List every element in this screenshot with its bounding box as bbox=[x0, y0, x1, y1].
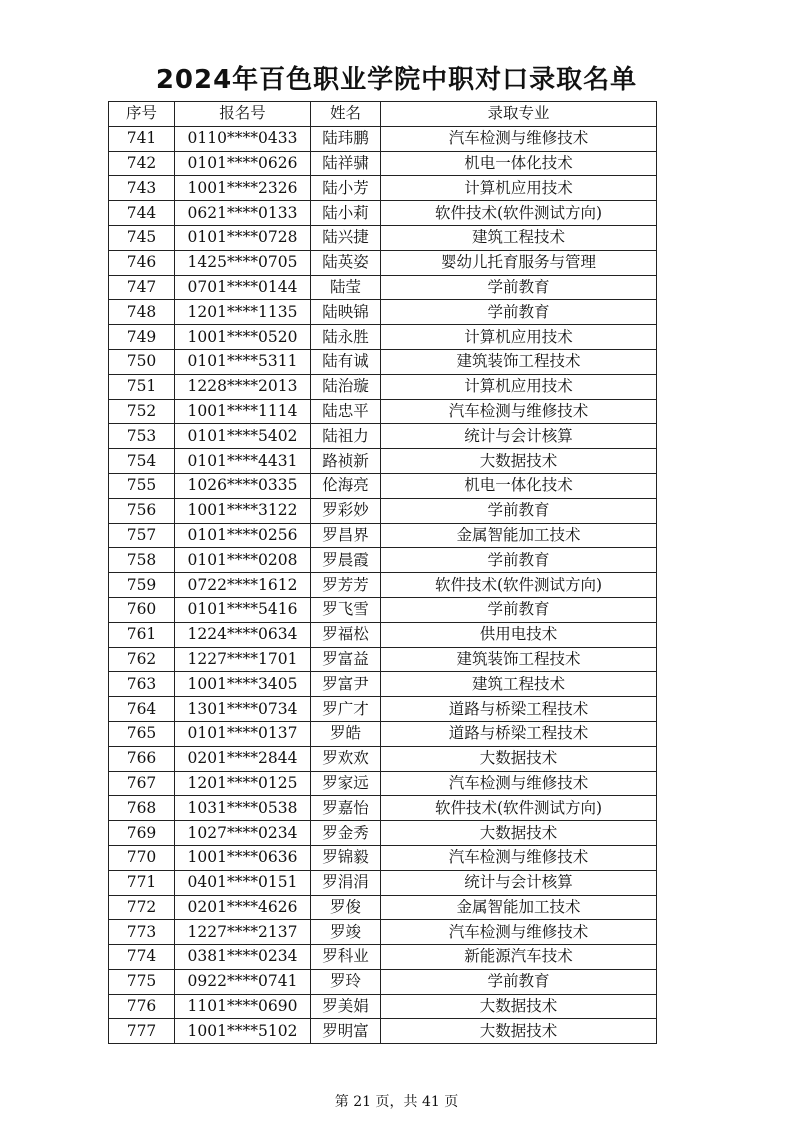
table-row bbox=[109, 176, 657, 201]
cell-name: 陆英姿 bbox=[311, 250, 381, 275]
table-row bbox=[109, 672, 657, 697]
table-row bbox=[109, 548, 657, 573]
cell-seq: 772 bbox=[109, 895, 175, 920]
cell-name: 罗欢欢 bbox=[311, 746, 381, 771]
cell-reg-number: 1201****0125 bbox=[175, 771, 311, 796]
table-row bbox=[109, 746, 657, 771]
cell-name: 陆小莉 bbox=[311, 201, 381, 226]
cell-reg-number: 1425****0705 bbox=[175, 250, 311, 275]
cell-name: 罗彩妙 bbox=[311, 498, 381, 523]
cell-reg-number: 0101****5416 bbox=[175, 597, 311, 622]
cell-name: 陆忠平 bbox=[311, 399, 381, 424]
cell-major: 机电一体化技术 bbox=[381, 473, 657, 498]
cell-reg-number: 1001****0520 bbox=[175, 325, 311, 350]
cell-name: 罗明富 bbox=[311, 1019, 381, 1044]
cell-reg-number: 0722****1612 bbox=[175, 573, 311, 598]
table-row bbox=[109, 994, 657, 1019]
cell-reg-number: 0401****0151 bbox=[175, 870, 311, 895]
cell-seq: 768 bbox=[109, 796, 175, 821]
cell-name: 罗富益 bbox=[311, 647, 381, 672]
table-body bbox=[109, 126, 657, 1043]
cell-seq: 765 bbox=[109, 721, 175, 746]
cell-reg-number: 1201****1135 bbox=[175, 300, 311, 325]
table-row bbox=[109, 1019, 657, 1044]
cell-seq: 753 bbox=[109, 424, 175, 449]
header-name: 姓名 bbox=[311, 102, 381, 127]
cell-major: 建筑工程技术 bbox=[381, 672, 657, 697]
cell-major: 汽车检测与维修技术 bbox=[381, 771, 657, 796]
table-row bbox=[109, 498, 657, 523]
cell-major: 大数据技术 bbox=[381, 994, 657, 1019]
cell-major: 学前教育 bbox=[381, 969, 657, 994]
header-major: 录取专业 bbox=[381, 102, 657, 127]
header-seq: 序号 bbox=[109, 102, 175, 127]
cell-reg-number: 0381****0234 bbox=[175, 945, 311, 970]
cell-reg-number: 0110****0433 bbox=[175, 126, 311, 151]
cell-seq: 757 bbox=[109, 523, 175, 548]
cell-seq: 763 bbox=[109, 672, 175, 697]
cell-seq: 756 bbox=[109, 498, 175, 523]
cell-seq: 766 bbox=[109, 746, 175, 771]
cell-name: 罗俊 bbox=[311, 895, 381, 920]
cell-seq: 775 bbox=[109, 969, 175, 994]
cell-major: 学前教育 bbox=[381, 300, 657, 325]
cell-reg-number: 0201****2844 bbox=[175, 746, 311, 771]
cell-seq: 747 bbox=[109, 275, 175, 300]
cell-name: 伦海亮 bbox=[311, 473, 381, 498]
table-row bbox=[109, 275, 657, 300]
cell-name: 罗富尹 bbox=[311, 672, 381, 697]
cell-reg-number: 1001****0636 bbox=[175, 845, 311, 870]
cell-major: 机电一体化技术 bbox=[381, 151, 657, 176]
table-row bbox=[109, 201, 657, 226]
cell-major: 道路与桥梁工程技术 bbox=[381, 721, 657, 746]
table-row bbox=[109, 374, 657, 399]
cell-major: 婴幼儿托育服务与管理 bbox=[381, 250, 657, 275]
cell-name: 陆有诚 bbox=[311, 349, 381, 374]
cell-reg-number: 0101****4431 bbox=[175, 449, 311, 474]
cell-reg-number: 1027****0234 bbox=[175, 821, 311, 846]
cell-name: 罗晨霞 bbox=[311, 548, 381, 573]
cell-seq: 777 bbox=[109, 1019, 175, 1044]
table-row bbox=[109, 721, 657, 746]
cell-major: 道路与桥梁工程技术 bbox=[381, 697, 657, 722]
cell-seq: 742 bbox=[109, 151, 175, 176]
cell-name: 陆祖力 bbox=[311, 424, 381, 449]
cell-major: 学前教育 bbox=[381, 498, 657, 523]
cell-major: 学前教育 bbox=[381, 597, 657, 622]
cell-major: 汽车检测与维修技术 bbox=[381, 126, 657, 151]
cell-seq: 770 bbox=[109, 845, 175, 870]
cell-major: 计算机应用技术 bbox=[381, 325, 657, 350]
cell-reg-number: 1227****2137 bbox=[175, 920, 311, 945]
cell-major: 统计与会计核算 bbox=[381, 424, 657, 449]
cell-reg-number: 0101****0256 bbox=[175, 523, 311, 548]
cell-seq: 771 bbox=[109, 870, 175, 895]
cell-name: 罗美娟 bbox=[311, 994, 381, 1019]
cell-name: 陆兴捷 bbox=[311, 225, 381, 250]
cell-major: 学前教育 bbox=[381, 275, 657, 300]
cell-reg-number: 0201****4626 bbox=[175, 895, 311, 920]
cell-name: 陆永胜 bbox=[311, 325, 381, 350]
cell-seq: 744 bbox=[109, 201, 175, 226]
cell-major: 软件技术(软件测试方向) bbox=[381, 201, 657, 226]
cell-major: 建筑装饰工程技术 bbox=[381, 349, 657, 374]
cell-seq: 752 bbox=[109, 399, 175, 424]
cell-reg-number: 0101****5311 bbox=[175, 349, 311, 374]
cell-name: 罗芳芳 bbox=[311, 573, 381, 598]
cell-major: 建筑工程技术 bbox=[381, 225, 657, 250]
cell-major: 汽车检测与维修技术 bbox=[381, 920, 657, 945]
table-header-row bbox=[109, 102, 657, 127]
cell-reg-number: 1301****0734 bbox=[175, 697, 311, 722]
admission-table bbox=[108, 101, 657, 1044]
cell-major: 软件技术(软件测试方向) bbox=[381, 796, 657, 821]
cell-name: 罗广才 bbox=[311, 697, 381, 722]
cell-reg-number: 0101****0137 bbox=[175, 721, 311, 746]
cell-name: 路祯新 bbox=[311, 449, 381, 474]
cell-seq: 758 bbox=[109, 548, 175, 573]
cell-reg-number: 1001****2326 bbox=[175, 176, 311, 201]
table-row bbox=[109, 126, 657, 151]
cell-seq: 750 bbox=[109, 349, 175, 374]
cell-name: 罗玲 bbox=[311, 969, 381, 994]
cell-reg-number: 1101****0690 bbox=[175, 994, 311, 1019]
cell-seq: 760 bbox=[109, 597, 175, 622]
page-number: 第 21 页，共 41 页 bbox=[334, 1094, 459, 1110]
cell-name: 罗竣 bbox=[311, 920, 381, 945]
cell-seq: 755 bbox=[109, 473, 175, 498]
cell-seq: 745 bbox=[109, 225, 175, 250]
cell-seq: 767 bbox=[109, 771, 175, 796]
cell-seq: 751 bbox=[109, 374, 175, 399]
cell-seq: 748 bbox=[109, 300, 175, 325]
cell-name: 罗嘉怡 bbox=[311, 796, 381, 821]
cell-name: 陆映锦 bbox=[311, 300, 381, 325]
cell-major: 大数据技术 bbox=[381, 1019, 657, 1044]
cell-reg-number: 0101****5402 bbox=[175, 424, 311, 449]
table-row bbox=[109, 349, 657, 374]
cell-seq: 759 bbox=[109, 573, 175, 598]
cell-name: 罗家远 bbox=[311, 771, 381, 796]
cell-name: 罗昌界 bbox=[311, 523, 381, 548]
cell-reg-number: 1227****1701 bbox=[175, 647, 311, 672]
cell-seq: 746 bbox=[109, 250, 175, 275]
cell-major: 统计与会计核算 bbox=[381, 870, 657, 895]
table-row bbox=[109, 151, 657, 176]
cell-seq: 776 bbox=[109, 994, 175, 1019]
cell-major: 金属智能加工技术 bbox=[381, 523, 657, 548]
cell-reg-number: 1001****3405 bbox=[175, 672, 311, 697]
page-title: 2024年百色职业学院中职对口录取名单 bbox=[155, 65, 638, 95]
cell-major: 软件技术(软件测试方向) bbox=[381, 573, 657, 598]
table-row bbox=[109, 697, 657, 722]
cell-reg-number: 1001****5102 bbox=[175, 1019, 311, 1044]
cell-major: 大数据技术 bbox=[381, 449, 657, 474]
cell-seq: 769 bbox=[109, 821, 175, 846]
cell-major: 新能源汽车技术 bbox=[381, 945, 657, 970]
cell-reg-number: 0922****0741 bbox=[175, 969, 311, 994]
cell-name: 陆莹 bbox=[311, 275, 381, 300]
cell-seq: 764 bbox=[109, 697, 175, 722]
table-row bbox=[109, 796, 657, 821]
table-row bbox=[109, 225, 657, 250]
cell-major: 大数据技术 bbox=[381, 821, 657, 846]
table-row bbox=[109, 945, 657, 970]
cell-name: 罗涓涓 bbox=[311, 870, 381, 895]
cell-reg-number: 1001****1114 bbox=[175, 399, 311, 424]
cell-reg-number: 1228****2013 bbox=[175, 374, 311, 399]
table-row bbox=[109, 647, 657, 672]
table-row bbox=[109, 523, 657, 548]
cell-major: 建筑装饰工程技术 bbox=[381, 647, 657, 672]
cell-name: 罗飞雪 bbox=[311, 597, 381, 622]
cell-major: 学前教育 bbox=[381, 548, 657, 573]
cell-name: 罗福松 bbox=[311, 622, 381, 647]
table-row bbox=[109, 895, 657, 920]
cell-name: 陆治璇 bbox=[311, 374, 381, 399]
table-row bbox=[109, 771, 657, 796]
cell-name: 罗锦毅 bbox=[311, 845, 381, 870]
cell-name: 陆祥骕 bbox=[311, 151, 381, 176]
table-row bbox=[109, 622, 657, 647]
cell-seq: 762 bbox=[109, 647, 175, 672]
cell-major: 大数据技术 bbox=[381, 746, 657, 771]
cell-reg-number: 1001****3122 bbox=[175, 498, 311, 523]
cell-major: 汽车检测与维修技术 bbox=[381, 399, 657, 424]
cell-major: 计算机应用技术 bbox=[381, 176, 657, 201]
table-row bbox=[109, 325, 657, 350]
cell-name: 罗金秀 bbox=[311, 821, 381, 846]
table-row bbox=[109, 473, 657, 498]
table-row bbox=[109, 920, 657, 945]
table-row bbox=[109, 821, 657, 846]
cell-name: 陆玮鹏 bbox=[311, 126, 381, 151]
cell-reg-number: 0701****0144 bbox=[175, 275, 311, 300]
table-row bbox=[109, 424, 657, 449]
table-row bbox=[109, 969, 657, 994]
cell-major: 汽车检测与维修技术 bbox=[381, 845, 657, 870]
cell-seq: 754 bbox=[109, 449, 175, 474]
cell-reg-number: 0101****0728 bbox=[175, 225, 311, 250]
cell-seq: 743 bbox=[109, 176, 175, 201]
cell-reg-number: 0101****0208 bbox=[175, 548, 311, 573]
table-row bbox=[109, 845, 657, 870]
table-row bbox=[109, 449, 657, 474]
table-row bbox=[109, 573, 657, 598]
cell-seq: 741 bbox=[109, 126, 175, 151]
cell-reg-number: 0621****0133 bbox=[175, 201, 311, 226]
cell-major: 供用电技术 bbox=[381, 622, 657, 647]
cell-reg-number: 1031****0538 bbox=[175, 796, 311, 821]
cell-seq: 761 bbox=[109, 622, 175, 647]
cell-name: 罗皓 bbox=[311, 721, 381, 746]
table-row bbox=[109, 250, 657, 275]
cell-major: 金属智能加工技术 bbox=[381, 895, 657, 920]
cell-name: 罗科业 bbox=[311, 945, 381, 970]
cell-reg-number: 1224****0634 bbox=[175, 622, 311, 647]
cell-reg-number: 0101****0626 bbox=[175, 151, 311, 176]
cell-seq: 749 bbox=[109, 325, 175, 350]
table-row bbox=[109, 597, 657, 622]
cell-major: 计算机应用技术 bbox=[381, 374, 657, 399]
table-row bbox=[109, 399, 657, 424]
cell-seq: 773 bbox=[109, 920, 175, 945]
header-reg-number: 报名号 bbox=[175, 102, 311, 127]
cell-name: 陆小芳 bbox=[311, 176, 381, 201]
table-row bbox=[109, 870, 657, 895]
table-row bbox=[109, 300, 657, 325]
cell-seq: 774 bbox=[109, 945, 175, 970]
cell-reg-number: 1026****0335 bbox=[175, 473, 311, 498]
